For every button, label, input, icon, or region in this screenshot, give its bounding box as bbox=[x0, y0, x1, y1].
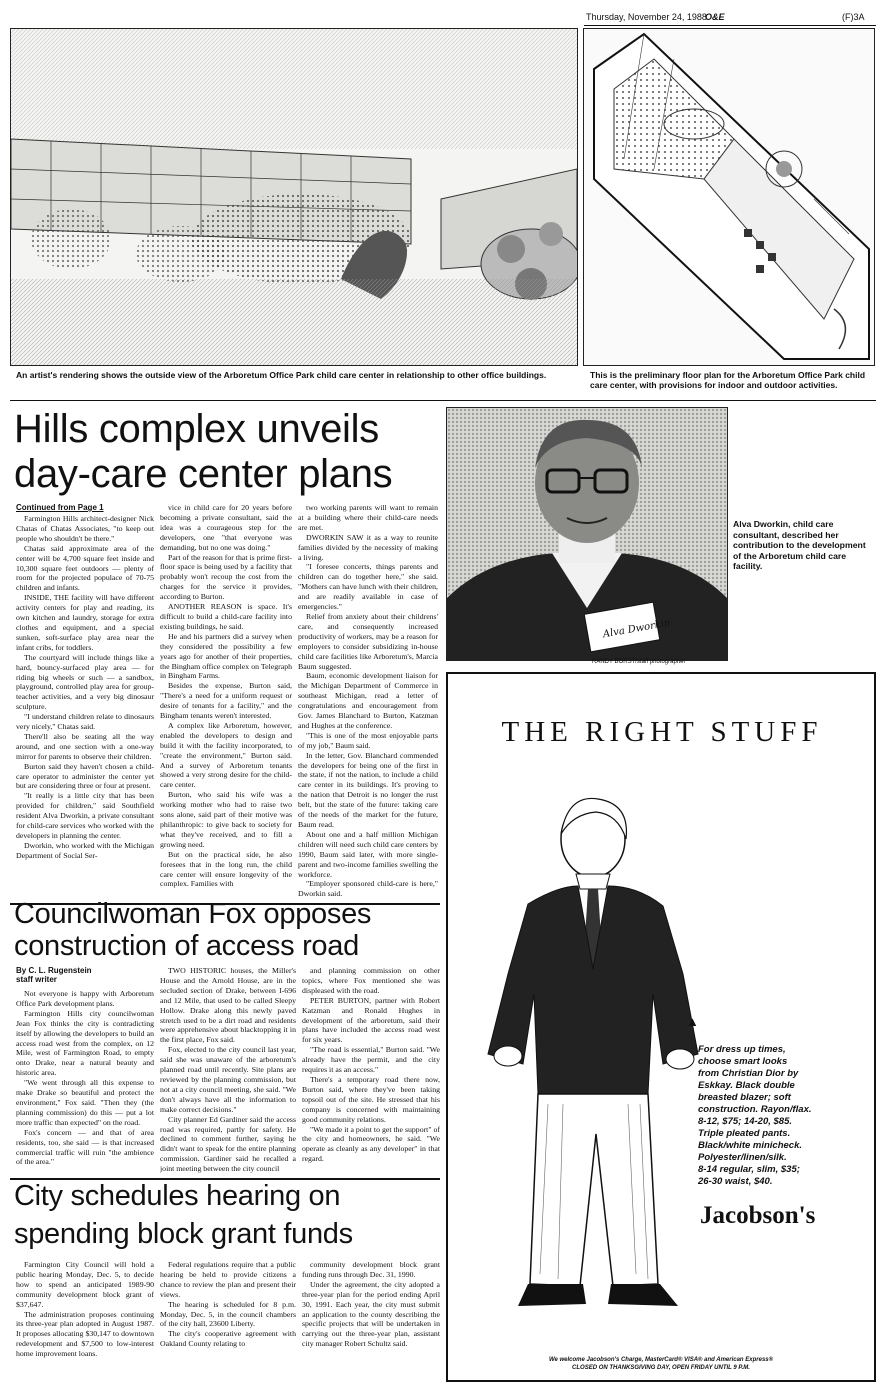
paragraph: A complex like Arboretum, however, enabled the developers to design and build it with the facility incorporated, to "create the environment," Burton said. And a survey of Arboretum tenants showed a very strong desire for the child-care center. bbox=[160, 720, 292, 790]
paragraph: He and his partners did a survey when they considered the possibility a few years ago for another of their properties, the Bingham office complex on Telegraph in Bingham Farms. bbox=[160, 631, 292, 681]
ad-copy-line: breasted blazer; soft bbox=[698, 1092, 791, 1103]
story1-column1 bbox=[16, 514, 154, 902]
paragraph: ANOTHER REASON is space. It's difficult to build a child-care facility into existing buildings, he said. bbox=[160, 602, 292, 631]
ad-copy-line: Polyester/linen/silk. bbox=[698, 1152, 787, 1163]
ad-footer-line2: CLOSED ON THANKSGIVING DAY, OPEN FRIDAY UNTIL 9 P.M. bbox=[572, 1365, 750, 1371]
ad-copy-line: from Christian Dior by bbox=[698, 1068, 799, 1079]
paragraph: About one and a half million Michigan children will need such child care centers by 1990, Baum said later, with more single-parent and two-income families swelling the workforce. bbox=[298, 829, 438, 879]
paragraph: Federal regulations require that a public hearing be held to provide citizens a chance to review the plan and present their views. bbox=[160, 1260, 296, 1299]
paragraph: "Employer sponsored child-care is here," Dworkin said. bbox=[298, 879, 438, 899]
paragraph: There'll also be seating all the way around, and one section with a one-way mirror for parents to observe their children. bbox=[16, 731, 154, 761]
story1-column3 bbox=[298, 503, 438, 902]
paragraph: The courtyard will include things like a hard, bouncy-surfaced play area — for riding big wheels or such — a sandbox, playground, controlled play area for group-teacher activities, and a very big dinosaur sculpture. bbox=[16, 652, 154, 712]
paragraph: City planner Ed Gardiner said the access road was required, partly for safety. He declined to comment further, saying he didn't want to speak for the entire planning commission. Gardiner said he recalled a joint meeting between the city council bbox=[160, 1114, 296, 1173]
paragraph: "It really is a little city that has been provided for children," said Southfield resident Alva Dworkin, a private consultant for child-care services who worked with the developers in planning the center. bbox=[16, 791, 154, 840]
section-rule bbox=[10, 400, 876, 401]
paragraph: The administration proposes continuing its three-year plan adopted in August 1987. It proposes allocating $30,147 to downtown redevelopment and $7,500 to low-interest home improvement loans. bbox=[16, 1309, 154, 1359]
page-number: (F)3A bbox=[842, 12, 865, 22]
story1-column2 bbox=[160, 503, 292, 902]
story3-column1 bbox=[16, 1260, 154, 1382]
paragraph: Relief from anxiety about their childrens' care, and consequently increased productivity of workers, may be a reason for employers to consider subsidizing in-house child care facilities like Arboretum's, Marcia Baum suggested. bbox=[298, 611, 438, 671]
paragraph: PETER BURTON, partner with Robert Katzman and Ronald Hughes in development of the arboretum, said their plans have included the access road west for six years. bbox=[302, 995, 440, 1045]
paragraph: Baum, economic development liaison for the Michigan Department of Commerce in southeast Michigan, read a letter of congratulations and encouragement from Gov. James Blanchard to Burton, Katzman and Hughes at the conference. bbox=[298, 671, 438, 730]
ad-copy-line: 8-12, $75; 14-20, $85. bbox=[698, 1116, 793, 1127]
story2-headline-line2: construction of access road bbox=[14, 930, 359, 962]
paragraph: Dworkin, who worked with the Michigan Department of Social Ser- bbox=[16, 840, 154, 860]
paragraph: "The road is essential," Burton said. "We already have the permit, and the city requires it as an access." bbox=[302, 1045, 440, 1075]
paragraph: "We made it a point to get the support" of the city and homeowners, he said. "We operate as cleanly as any developer" in that regard. bbox=[302, 1124, 440, 1164]
story2-headline-line1: Councilwoman Fox opposes bbox=[14, 898, 372, 930]
paragraph: Fox's concern — and that of area residents, too, she said — is that increased commercial traffic will ruin "the ambience of the area." bbox=[16, 1127, 154, 1167]
ad-copy-line: Eskkay. Black double bbox=[698, 1080, 795, 1091]
paragraph: DWORKIN SAW it as a way to reunite families divided by the necessity of making a living. bbox=[298, 532, 438, 562]
ad-copy bbox=[698, 1044, 870, 1188]
portrait-photo bbox=[446, 407, 728, 661]
paragraph: two working parents will want to remain at a building where their child-care needs are met. bbox=[298, 503, 438, 532]
paragraph: Burton, who said his wife was a working mother who had to raise two sons alone, said part of their motive was philanthropic: to give back to society for what they've received, and to fill a growing need. bbox=[160, 790, 292, 849]
portrait-caption: Alva Dworkin, child care consultant, described her contribution to the development of the Arboretum child care facility. bbox=[733, 519, 866, 571]
paragraph: INSIDE, THE facility will have different activity centers for play and reading, its own kitchen and laundry, storage for extra clothes and equipment, and a special sunken, soft-surface play area near the infant cribs, for toddlers. bbox=[16, 593, 154, 652]
paragraph: vice in child care for 20 years before becoming a private consultant, said the idea was a courageous step for the developers, one "that everyone was demanding, but no one was doing." bbox=[160, 503, 292, 552]
byline-name: By C. L. Rugenstein bbox=[16, 966, 92, 975]
story2-column2 bbox=[160, 966, 296, 1173]
story3-column2 bbox=[160, 1260, 296, 1382]
story1-headline-line1: Hills complex unveils bbox=[14, 407, 379, 451]
ad-footer-line1: We welcome Jacobson's Charge, MasterCard® VISA® and American Express® bbox=[548, 1357, 774, 1363]
floorplan-photo bbox=[583, 28, 875, 366]
portrait-credit: RANDY BORST/staff photographer bbox=[592, 659, 686, 665]
ad-copy-line: 8-14 regular, slim, $35; bbox=[698, 1164, 800, 1175]
paragraph: The city's cooperative agreement with Oakland County relating to bbox=[160, 1329, 296, 1349]
paragraph: In the letter, Gov. Blanchard commended the developers for being one of the first in the state, if not the nation, to include a child care center in its buildings. It's proving to the nation that Detroit is no longer the rust belt, but the state of the future: taking care of the needs of the market for the future, Baum read. bbox=[298, 750, 438, 829]
continued-label: Continued from Page 1 bbox=[16, 503, 104, 512]
paragraph: Farmington Hills architect-designer Nick Chatas of Chatas Associates, "to keep out people who shouldn't be there." bbox=[16, 514, 154, 543]
paragraph: Farmington Hills city councilwoman Jean Fox thinks the city is contradicting itself by allowing the developers to build an access road west from the complex, on 12 Mile, west of Farmington Road, to empty onto Drake, near a natural beauty and historic area. bbox=[16, 1008, 154, 1078]
dateline: Thursday, November 24, 1988 bbox=[586, 12, 707, 22]
paragraph: Fox, elected to the city council last year, said she was unaware of the arboretum's planned road until recently. Site plans are reviewed by the planning commission, but not at a city council meeting, she said. "We don't always have all the information to make correct decisions." bbox=[160, 1045, 296, 1114]
paragraph: Part of the reason for that is prime first-floor space is being used by a facility that probably won't recoup the cost from the charges for the service it provides, according to Burton. bbox=[160, 552, 292, 602]
ad-copy-line: Triple pleated pants. bbox=[698, 1128, 791, 1139]
header-rule bbox=[584, 25, 876, 26]
paragraph: TWO HISTORIC houses, the Miller's House and the Arnold House, are in the secluded section of Drake, between I-696 and 12 Mile, that used to be called Sleepy Hollow. Drake along this newly paved stretch used to be a dirt road and residents were apprehensive about blacktopping it in the first place, Fox said. bbox=[160, 966, 296, 1045]
paragraph: Besides the expense, Burton said, "There's a need for a uniform request or desire of tenants for a facility," and the Bingham tenants weren't interested. bbox=[160, 681, 292, 721]
paragraph: Not everyone is happy with Arboretum Office Park development plans. bbox=[16, 989, 154, 1008]
paragraph: "I foresee concerts, things parents and children can do together here," she said. "Mothers can have lunch with their children, and are readily available in case of emergencies." bbox=[298, 562, 438, 612]
floorplan-caption: This is the preliminary floor plan for the Arboretum Office Park child care center, with provisions for indoor and outdoor activities. bbox=[590, 370, 866, 390]
story2-column1 bbox=[16, 989, 154, 1173]
ad-title: THE RIGHT STUFF bbox=[501, 716, 823, 748]
ad-copy-line: choose smart looks bbox=[698, 1056, 788, 1067]
story3-headline-line1: City schedules hearing on bbox=[14, 1180, 341, 1212]
paragraph: Chatas said approximate area of the center will be 4,700 square feet inside and 10,300 square feet outdoors — plenty of room for the projected populace of 70-75 children and infants. bbox=[16, 543, 154, 593]
paragraph: "This is one of the most enjoyable parts of my job," Baum said. bbox=[298, 730, 438, 750]
paragraph: The hearing is scheduled for 8 p.m. Monday, Dec. 5, in the council chambers of the city hall, 23600 Liberty. bbox=[160, 1299, 296, 1329]
rendering-photo bbox=[10, 28, 578, 366]
ad-copy-line: For dress up times, bbox=[698, 1044, 786, 1055]
paragraph: There's a temporary road there now, Burton said, where they've been taking topsoil out of the site. He stressed that his company is concerned with maintaining good community relations. bbox=[302, 1074, 440, 1124]
story1-headline-line2: day-care center plans bbox=[14, 452, 393, 496]
ad-illustration bbox=[468, 794, 708, 1324]
story3-headline-line2: spending block grant funds bbox=[14, 1218, 353, 1250]
jacobsons-ad bbox=[446, 672, 876, 1382]
paragraph: "I understand children relate to dinosaurs very nicely," Chatas said. bbox=[16, 712, 154, 732]
rendering-caption: An artist's rendering shows the outside view of the Arboretum Office Park child care center in relationship to other office buildings. bbox=[16, 370, 547, 380]
paragraph: community development block grant funding runs through Dec. 31, 1990. bbox=[302, 1260, 440, 1279]
ad-copy-line: 26-30 waist, $40. bbox=[698, 1176, 773, 1187]
paragraph: But on the practical side, he also foresees that in the long run, the child care center will ensure longevity of the complex. Families with bbox=[160, 849, 292, 889]
ad-copy-line: construction. Rayon/flax. bbox=[698, 1104, 812, 1115]
paragraph: Burton said they haven't chosen a child-care operator to administer the center yet but are considering three or four at present. bbox=[16, 761, 154, 791]
paragraph: and planning commission on other topics, where Fox mentioned she was displeased with the road. bbox=[302, 966, 440, 995]
paragraph: "We went through all this expense to make Drake so beautiful and protect the environment," Fox said. "Then they (the planning commission) do this — put a lot more traffic than expected" on the road. bbox=[16, 1078, 154, 1127]
nametag-text: Alva Dworkin bbox=[602, 617, 672, 641]
byline-title: staff writer bbox=[16, 975, 57, 984]
section-name: O&E bbox=[705, 12, 725, 22]
gift-icon: ▲ bbox=[686, 1014, 699, 1029]
paragraph: Under the agreement, the city adopted a three-year plan for the period ending April 30, 1991. Each year, the city must submit an application to the county describing the specific projects that will be undertaken in carrying out the three-year plan, assistant city manager Robert Schultz said. bbox=[302, 1279, 440, 1349]
ad-brand: Jacobson's bbox=[700, 1202, 816, 1229]
paragraph: Farmington City Council will hold a public hearing Monday, Dec. 5, to decide how to spend an anticipated 1989-90 community development block grant of $37,647. bbox=[16, 1260, 154, 1309]
story3-column3 bbox=[302, 1260, 440, 1382]
ad-copy-line: Black/white minicheck. bbox=[698, 1140, 803, 1151]
story2-column3 bbox=[302, 966, 440, 1173]
